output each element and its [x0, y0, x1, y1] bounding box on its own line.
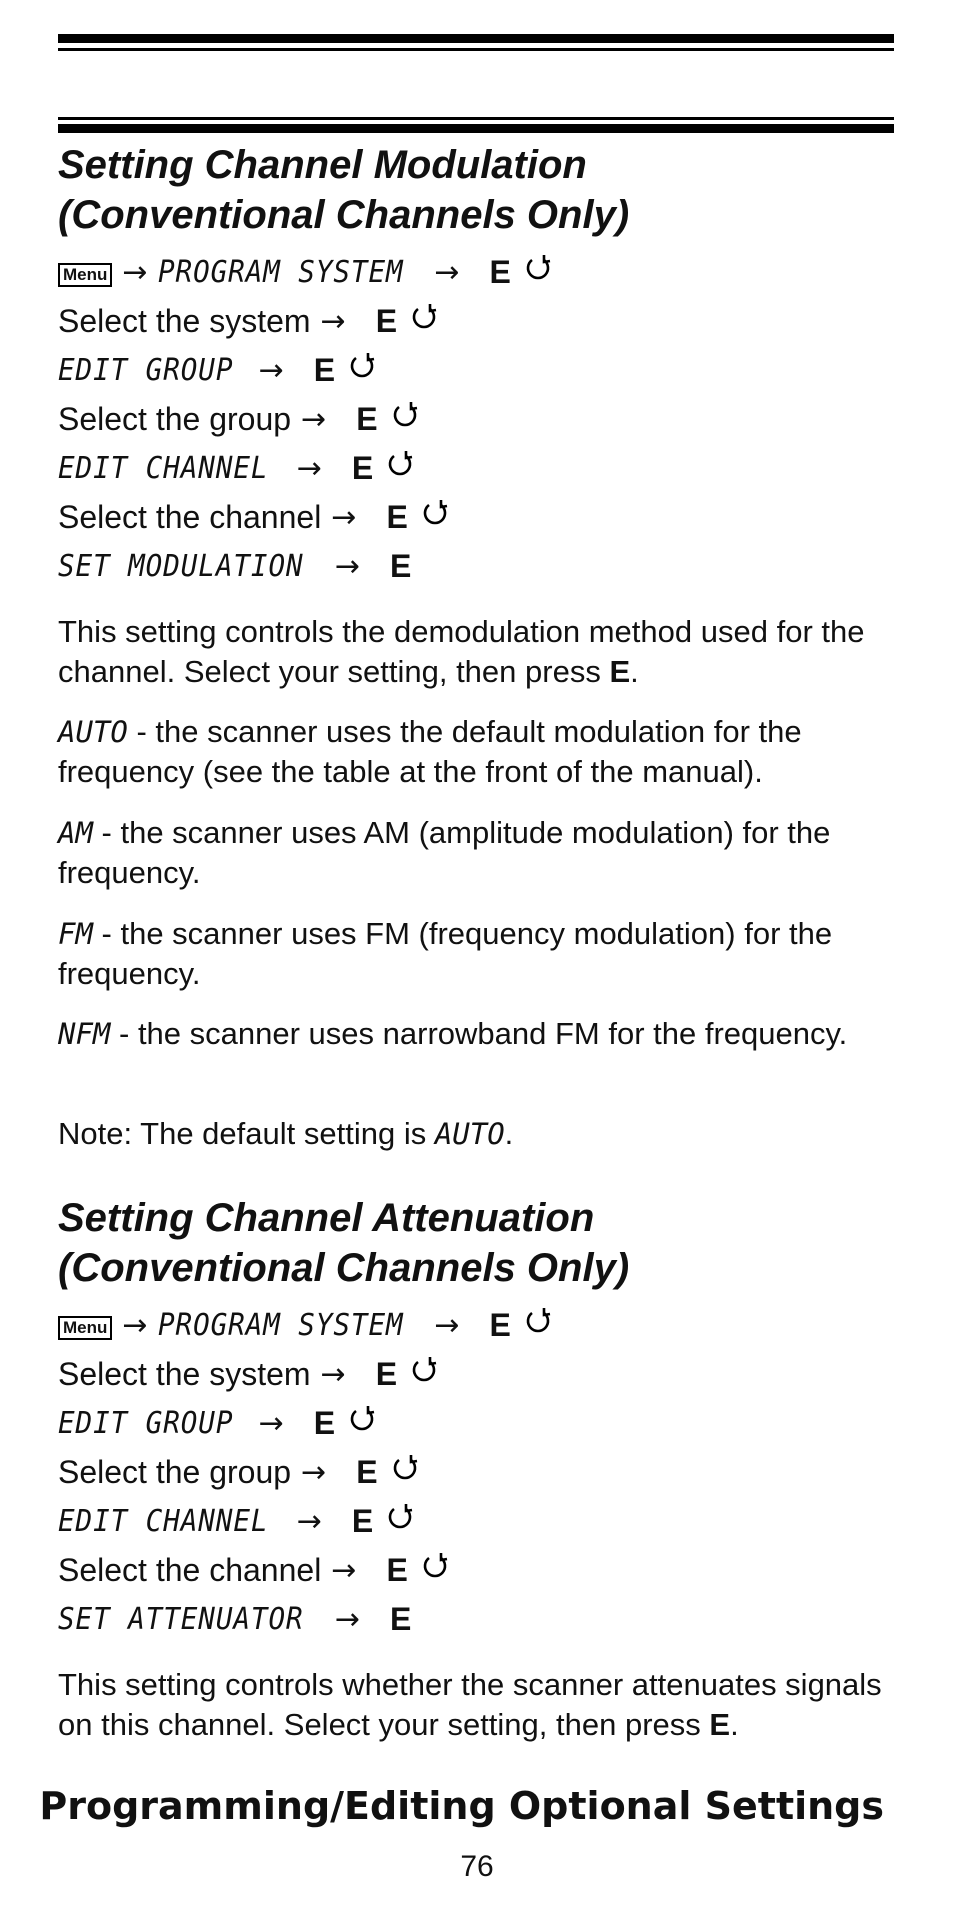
section1-title: [58, 140, 629, 240]
section2-intro-key: E: [709, 1707, 731, 1742]
option-auto: [58, 712, 894, 792]
menu-key: Menu: [58, 263, 112, 287]
scroll-control-icon: [523, 1306, 553, 1344]
step-text: Select the system: [58, 302, 311, 339]
option-auto-lcd: AUTO: [58, 715, 128, 749]
option-nfm-lcd: NFM: [58, 1017, 111, 1051]
section1-title-line1: Setting Channel Modulation: [58, 143, 587, 187]
step-text: Select the group: [58, 1453, 292, 1490]
scroll-control-icon: [390, 1453, 420, 1491]
e-key: E: [390, 1600, 412, 1637]
section-rule-thin: [58, 117, 894, 120]
step-row: [58, 1401, 377, 1445]
lcd-text: PROGRAM SYSTEM: [157, 1307, 404, 1343]
e-key: E: [351, 1502, 374, 1539]
e-key: E: [386, 498, 408, 535]
step-row: [58, 348, 377, 392]
scroll-control-icon: [385, 1502, 415, 1540]
menu-key: Menu: [58, 1316, 112, 1340]
step-row: [58, 1303, 553, 1347]
lcd-text: SET ATTENUATOR: [58, 1601, 304, 1637]
lcd-text: EDIT CHANNEL: [58, 450, 269, 486]
lcd-text: EDIT CHANNEL: [58, 1503, 269, 1539]
default-note-text: Note: The default setting is: [58, 1116, 435, 1151]
e-key: E: [489, 253, 511, 290]
default-note: [58, 1114, 894, 1154]
e-key: E: [386, 1551, 408, 1588]
scroll-control-icon: [347, 351, 377, 389]
scroll-control-icon: [347, 1404, 377, 1442]
lcd-text: PROGRAM SYSTEM: [157, 254, 404, 290]
lcd-text: SET MODULATION: [58, 548, 304, 584]
e-key: E: [313, 1404, 336, 1441]
step-text: Select the channel: [58, 1551, 322, 1588]
e-key: E: [489, 1306, 511, 1343]
step-row: [58, 495, 450, 539]
step-row: [58, 299, 439, 343]
step-row: [58, 1597, 411, 1641]
option-fm-lcd: FM: [58, 917, 93, 951]
right-arrow-icon: →: [334, 1601, 361, 1637]
scroll-control-icon: [420, 1551, 450, 1589]
section1-intro-key: E: [609, 654, 631, 689]
step-text: Select the channel: [58, 498, 322, 535]
e-key: E: [351, 449, 374, 486]
scroll-control-icon: [420, 498, 450, 536]
e-key: E: [356, 400, 378, 437]
scroll-control-icon: [523, 253, 553, 291]
option-am-lcd: AM: [58, 816, 93, 850]
default-note-end: .: [504, 1116, 514, 1151]
option-am-text: - the scanner uses AM (amplitude modulation) for the frequency.: [58, 815, 831, 890]
lcd-text: EDIT GROUP: [58, 352, 234, 388]
right-arrow-icon: →: [320, 303, 346, 339]
right-arrow-icon: →: [331, 499, 357, 535]
top-rule-thin: [58, 48, 894, 51]
e-key: E: [390, 547, 412, 584]
section1-intro-text: This setting controls the demodulation method used for the channel. Select your setting, then press: [58, 614, 865, 689]
right-arrow-icon: →: [296, 450, 322, 486]
right-arrow-icon: →: [320, 1356, 346, 1392]
section-rule-thick: [58, 124, 894, 133]
step-row: [58, 1499, 415, 1543]
right-arrow-icon: →: [296, 1503, 322, 1539]
step-row: [58, 1548, 450, 1592]
footer-section-title: Programming/Editing Optional Settings: [39, 1784, 884, 1828]
step-row: [58, 1450, 420, 1494]
right-arrow-icon: →: [258, 1405, 284, 1441]
option-auto-text: - the scanner uses the default modulation for the frequency (see the table at the front of the manual).: [58, 714, 802, 789]
step-text: Select the group: [58, 400, 292, 437]
step-row: [58, 446, 415, 490]
step-text: Select the system: [58, 1355, 311, 1392]
step-row: [58, 544, 411, 588]
right-arrow-icon: →: [258, 352, 284, 388]
step-row: [58, 397, 420, 441]
scroll-control-icon: [390, 400, 420, 438]
top-rule-thick: [58, 34, 894, 43]
scroll-control-icon: [385, 449, 415, 487]
step-row: [58, 1352, 439, 1396]
e-key: E: [356, 1453, 378, 1490]
e-key: E: [375, 302, 398, 339]
right-arrow-icon: →: [301, 401, 327, 437]
section2-title-line1: Setting Channel Attenuation: [58, 1196, 595, 1240]
section1-title-line2: (Conventional Channels Only): [58, 193, 630, 237]
right-arrow-icon: →: [122, 1307, 148, 1343]
default-note-lcd: AUTO: [434, 1117, 505, 1151]
right-arrow-icon: →: [334, 548, 361, 584]
section2-title-line2: (Conventional Channels Only): [58, 1246, 630, 1290]
option-fm: [58, 914, 894, 994]
lcd-text: EDIT GROUP: [58, 1405, 234, 1441]
right-arrow-icon: →: [434, 1307, 460, 1343]
option-nfm: [58, 1014, 894, 1054]
section1-intro: [58, 612, 894, 692]
section2-intro: [58, 1665, 894, 1745]
option-fm-text: - the scanner uses FM (frequency modulation) for the frequency.: [58, 916, 833, 991]
section2-intro-text: This setting controls whether the scanner attenuates signals on this channel. Select your setting, then press: [58, 1667, 882, 1742]
section2-intro-end: .: [730, 1707, 739, 1742]
page-number: 76: [460, 1850, 494, 1883]
step-row: [58, 250, 553, 294]
right-arrow-icon: →: [301, 1454, 327, 1490]
e-key: E: [375, 1355, 398, 1392]
e-key: E: [313, 351, 336, 388]
right-arrow-icon: →: [122, 254, 148, 290]
right-arrow-icon: →: [434, 254, 460, 290]
section1-intro-end: .: [630, 654, 639, 689]
scroll-control-icon: [409, 1355, 439, 1393]
right-arrow-icon: →: [331, 1552, 357, 1588]
section2-title: [58, 1193, 629, 1293]
option-nfm-text: - the scanner uses narrowband FM for the frequency.: [110, 1016, 848, 1051]
scroll-control-icon: [409, 302, 439, 340]
option-am: [58, 813, 894, 893]
